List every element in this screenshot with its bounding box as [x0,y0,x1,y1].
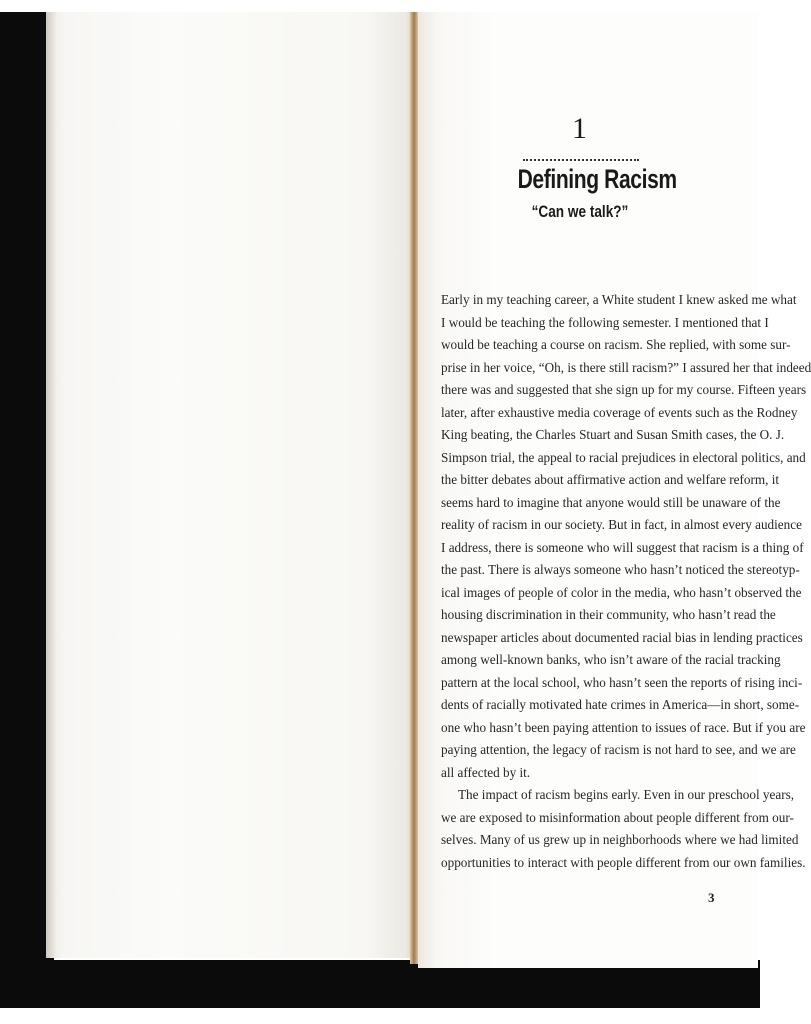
text-line: seems hard to imagine that anyone would still be unaware of the [441,494,781,510]
text-line: all affected by it. [441,764,531,780]
text-line: Early in my teaching career, a White student I knew asked me what [441,292,797,307]
text-line: one who hasn’t been paying attention to issues of race. But if you are [441,719,806,735]
text-line: housing discrimination in their community, who hasn’t read the [441,607,776,622]
text-line: opportunities to interact with people different from our own families. [441,854,806,870]
text-line: I address, there is someone who will suggest that racism is a thing of [441,539,804,555]
page-number: 3 [708,890,715,905]
text-line: the past. There is always someone who hasn’t noticed the stereotyp- [441,562,800,577]
text-line: dents of racially motivated hate crimes in America—in short, some- [441,697,800,712]
dotted-rule [523,159,639,161]
text-line: the bitter debates about affirmative action and welfare reform, it [441,472,780,487]
text-line: prise in her voice, “Oh, is there still racism?” I assured her that indeed [441,359,811,375]
left-page-edge [46,12,56,958]
body-text [441,289,811,874]
text-line: newspaper articles about documented racial bias in lending practices [441,629,803,645]
text-line: later, after exhaustive media coverage of events such as the Rodney [441,404,798,420]
chapter-number: 1 [572,112,588,145]
book-gutter [410,12,418,964]
text-line: King beating, the Charles Stuart and Susan Smith cases, the O. J. [441,427,785,442]
text-line: Simpson trial, the appeal to racial prejudices in electoral politics, and [441,449,806,465]
text-line: selves. Many of us grew up in neighborhoods where we had limited [441,832,799,847]
text-line: would be teaching a course on racism. She replied, with some sur- [441,337,791,352]
text-line: The impact of racism begins early. Even in our preschool years, [458,787,795,802]
left-page-blank [46,12,414,958]
text-line: reality of racism in our society. But in fact, in almost every audience [441,517,802,532]
text-line: ical images of people of color in the media, who hasn’t observed the [441,584,802,600]
text-line: among well-known banks, who isn’t aware of the racial tracking [441,652,781,667]
chapter-subtitle: “Can we talk?” [531,202,629,221]
text-line: there was and suggested that she sign up for my course. Fifteen years [441,382,807,397]
text-line: pattern at the local school, who hasn’t seen the reports of rising inci- [441,674,803,690]
text-line: I would be teaching the following semester. I mentioned that I [441,314,769,330]
chapter-title: Defining Racism [517,164,677,194]
text-line: we are exposed to misinformation about people different from our- [441,809,794,825]
paragraph-container [441,289,811,874]
text-line: paying attention, the legacy of racism is not hard to see, and we are [441,742,796,757]
